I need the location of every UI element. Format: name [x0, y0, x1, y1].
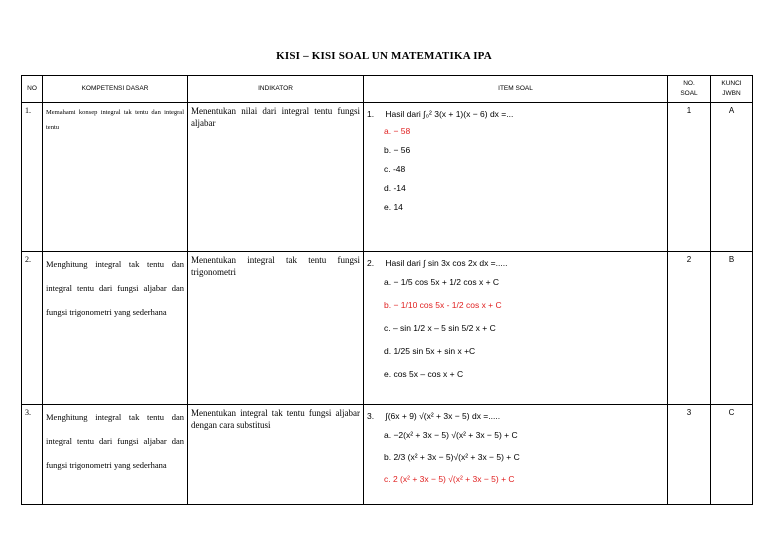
page-title: KISI – KISI SOAL UN MATEMATIKA IPA [276, 50, 492, 62]
question-number: 1. [367, 109, 375, 119]
question [367, 106, 664, 122]
no-soal-cell: 2 [668, 252, 711, 405]
option-d: d. 1/25 sin 5x + sin x +C [384, 346, 476, 356]
header-indikator: INDIKATOR [188, 76, 364, 103]
no-soal-cell: 3 [668, 405, 711, 505]
row-number: 3. [22, 405, 43, 505]
header-no-soal-line2: SOAL [680, 90, 698, 97]
header-kunci-line2: JWBN [722, 90, 741, 97]
table-row [22, 103, 753, 252]
option-b: b. 2/3 (x² + 3x − 5)√(x² + 3x − 5) + C [384, 452, 520, 462]
indikator-cell: Menentukan nilai dari integral tentu fungsi aljabar [188, 103, 364, 252]
option-b: b. − 1/10 cos 5x - 1/2 cos x + C [384, 300, 502, 310]
question-number: 2. [367, 258, 375, 268]
kompetensi-cell: Memahami konsep integral tak tentu dan integral tentu [43, 103, 188, 252]
option-b: b. − 56 [384, 145, 411, 155]
item-soal-cell [364, 103, 668, 252]
row-number: 2. [22, 252, 43, 405]
question-number: 3. [367, 411, 375, 421]
option-d: d. -14 [384, 183, 406, 193]
question-text: Hasil dari ∫₀² 3(x + 1)(x − 6) dx =... [385, 109, 514, 119]
kunci-cell: C [711, 405, 753, 505]
item-soal-cell [364, 252, 668, 405]
header-row [22, 76, 753, 103]
table-row [22, 252, 753, 405]
indikator-cell: Menentukan integral tak tentu fungsi trigonometri [188, 252, 364, 405]
option-e: e. cos 5x – cos x + C [384, 369, 464, 379]
header-no-soal [668, 76, 711, 103]
kunci-cell: B [711, 252, 753, 405]
header-kunci [711, 76, 753, 103]
header-kunci-line1: KUNCI [721, 80, 742, 87]
no-soal-cell: 1 [668, 103, 711, 252]
row-number: 1. [22, 103, 43, 252]
header-kompetensi: KOMPETENSI DASAR [43, 76, 188, 103]
option-a: a. −2(x² + 3x − 5) √(x² + 3x − 5) + C [384, 430, 518, 440]
option-e: e. 14 [384, 202, 403, 212]
kisi-table [21, 75, 753, 505]
option-a: a. − 58 [384, 126, 411, 136]
option-c: c. -48 [384, 164, 406, 174]
option-c: c. – sin 1/2 x – 5 sin 5/2 x + C [384, 323, 496, 333]
option-a: a. − 1/5 cos 5x + 1/2 cos x + C [384, 277, 500, 287]
kunci-cell: A [711, 103, 753, 252]
question-text: ∫(6x + 9) √(x² + 3x − 5) dx =..... [385, 411, 501, 421]
table-row [22, 405, 753, 505]
question [367, 255, 664, 271]
option-c: c. 2 (x² + 3x − 5) √(x² + 3x − 5) + C [384, 474, 515, 484]
question-text: Hasil dari ∫ sin 3x cos 2x dx =..... [385, 258, 508, 268]
item-soal-cell [364, 405, 668, 505]
header-no-soal-line1: NO. [683, 80, 695, 87]
question [367, 408, 664, 424]
header-no: NO [22, 76, 43, 103]
indikator-cell: Menentukan integral tak tentu fungsi aljabar dengan cara substitusi [188, 405, 364, 505]
kompetensi-cell: Menghitung integral tak tentu dan integral tentu dari fungsi aljabar dan fungsi trigonometri yang sederhana [43, 252, 188, 405]
kompetensi-cell: Menghitung integral tak tentu dan integral tentu dari fungsi aljabar dan fungsi trigonometri yang sederhana [43, 405, 188, 505]
header-item-soal: ITEM SOAL [364, 76, 668, 103]
